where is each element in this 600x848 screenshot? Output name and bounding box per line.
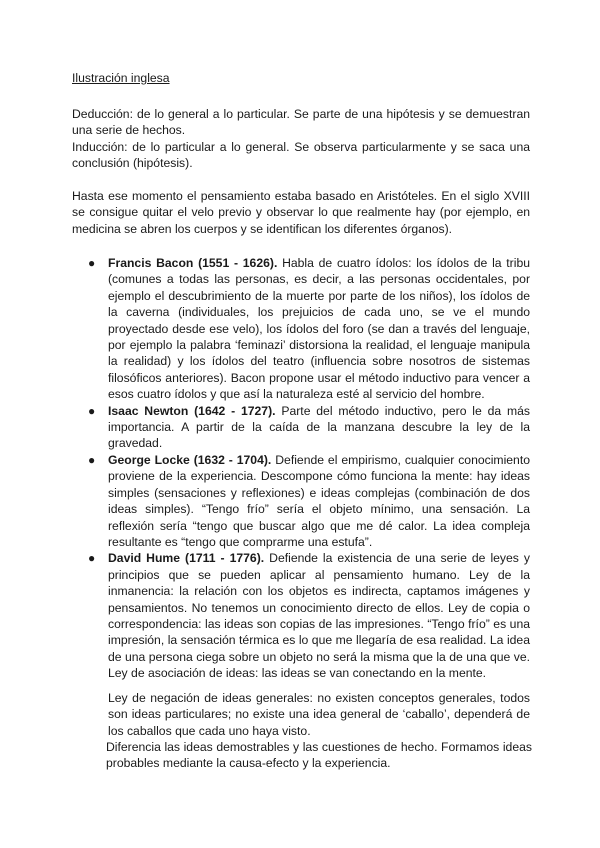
author-name: Isaac Newton (1642 - 1727). — [108, 403, 276, 418]
bullet-icon: ● — [88, 256, 96, 270]
ley-negacion-paragraph: Ley de negación de ideas generales: no existen conceptos generales, todos son ideas particulares; no existe una idea general de ‘caballo’, dependerá de los caballos que cada uno haya visto. — [108, 691, 530, 738]
author-text: Defiende el empirismo, cualquier conocimiento proviene de la experiencia. Descompone cómo funciona la mente: hay ideas simples (sensaciones y reflexiones) e ideas complejas (combinación de dos ideas simples). “Tengo frío” sería el objeto mínimo, una sensación. La reflexión sería “tengo que buscar algo que me dé calor. La idea compleja resultante es “tengo que comprarme una estufa”. — [108, 452, 531, 549]
deduccion-paragraph: Deducción: de lo general a lo particular. Se parte de una hipótesis y se demuestran una serie de hechos. — [72, 107, 530, 138]
induccion-paragraph: Inducción: de lo particular a lo general. Se observa particularmente y se saca una conclusión (hipótesis). — [72, 140, 530, 171]
context-paragraph: Hasta ese momento el pensamiento estaba basado en Aristóteles. En el siglo XVIII se consigue quitar el velo previo y observar lo que realmente hay (por ejemplo, en medicina se abren los cuerpos y se identifican los diferentes órganos). — [72, 189, 530, 236]
author-name: George Locke (1632 - 1704). — [108, 452, 272, 467]
bullet-icon: ● — [88, 403, 96, 418]
author-text: Habla de cuatro ídolos: los ídolos de la tribu (comunes a todas las personas, es decir, a las personas occidentales, por ejemplo el descubrimiento de la muerte por parte de los niños), los ídolos de la caverna (individuales, los prejuicios de cada uno, se ve el mundo proyectado desde ese velo), los ídolos del foro (se dan a través del lenguaje, por ejemplo la palabra ‘feminazi’ distorsiona la realidad, el lenguaje manipula la realidad) y los ídolos del teatro (influencia sobre nosotros de sistemas filosóficos anteriores). Bacon propone usar el método inductivo para vencer a esos cuatro ídolos y que así la naturaleza esté al servicio del hombre. — [108, 256, 530, 402]
page-title: Ilustración inglesa — [72, 71, 170, 85]
bullet-icon: ● — [88, 551, 96, 566]
bullet-icon: ● — [88, 452, 96, 467]
list-item-locke — [0, 452, 530, 550]
diferencia-paragraph: Diferencia las ideas demostrables y las cuestiones de hecho. Formamos ideas probables mediante la causa-efecto y la experiencia. — [106, 740, 532, 771]
authors-list — [0, 255, 600, 682]
author-name: David Hume (1711 - 1776). — [108, 551, 265, 566]
author-name: Francis Bacon (1551 - 1626). — [108, 256, 278, 270]
list-item-bacon — [0, 255, 530, 403]
list-item-hume — [0, 550, 530, 681]
author-text: Parte del método inductivo, pero le da más importancia. A partir de la caída de la manzana descubre la ley de la gravedad. — [108, 403, 530, 451]
author-text: Defiende la existencia de una serie de leyes y principios que se pueden aplicar al pensamiento humano. Ley de la inmanencia: la relación con los objetos es indirecta, captamos imágenes y pensamientos. No tenemos un conocimiento directo de ellos. Ley de copia o correspondencia: las ideas son copias de las impresiones. “Tengo frío” es una impresión, la sensación térmica es lo que me llegaría de esa realidad. La idea de una persona ciega sobre un objeto no será la misma que la de una que ve. Ley de asociación de ideas: las ideas se van conectando en la mente. — [108, 551, 530, 681]
list-item-newton — [0, 403, 530, 452]
